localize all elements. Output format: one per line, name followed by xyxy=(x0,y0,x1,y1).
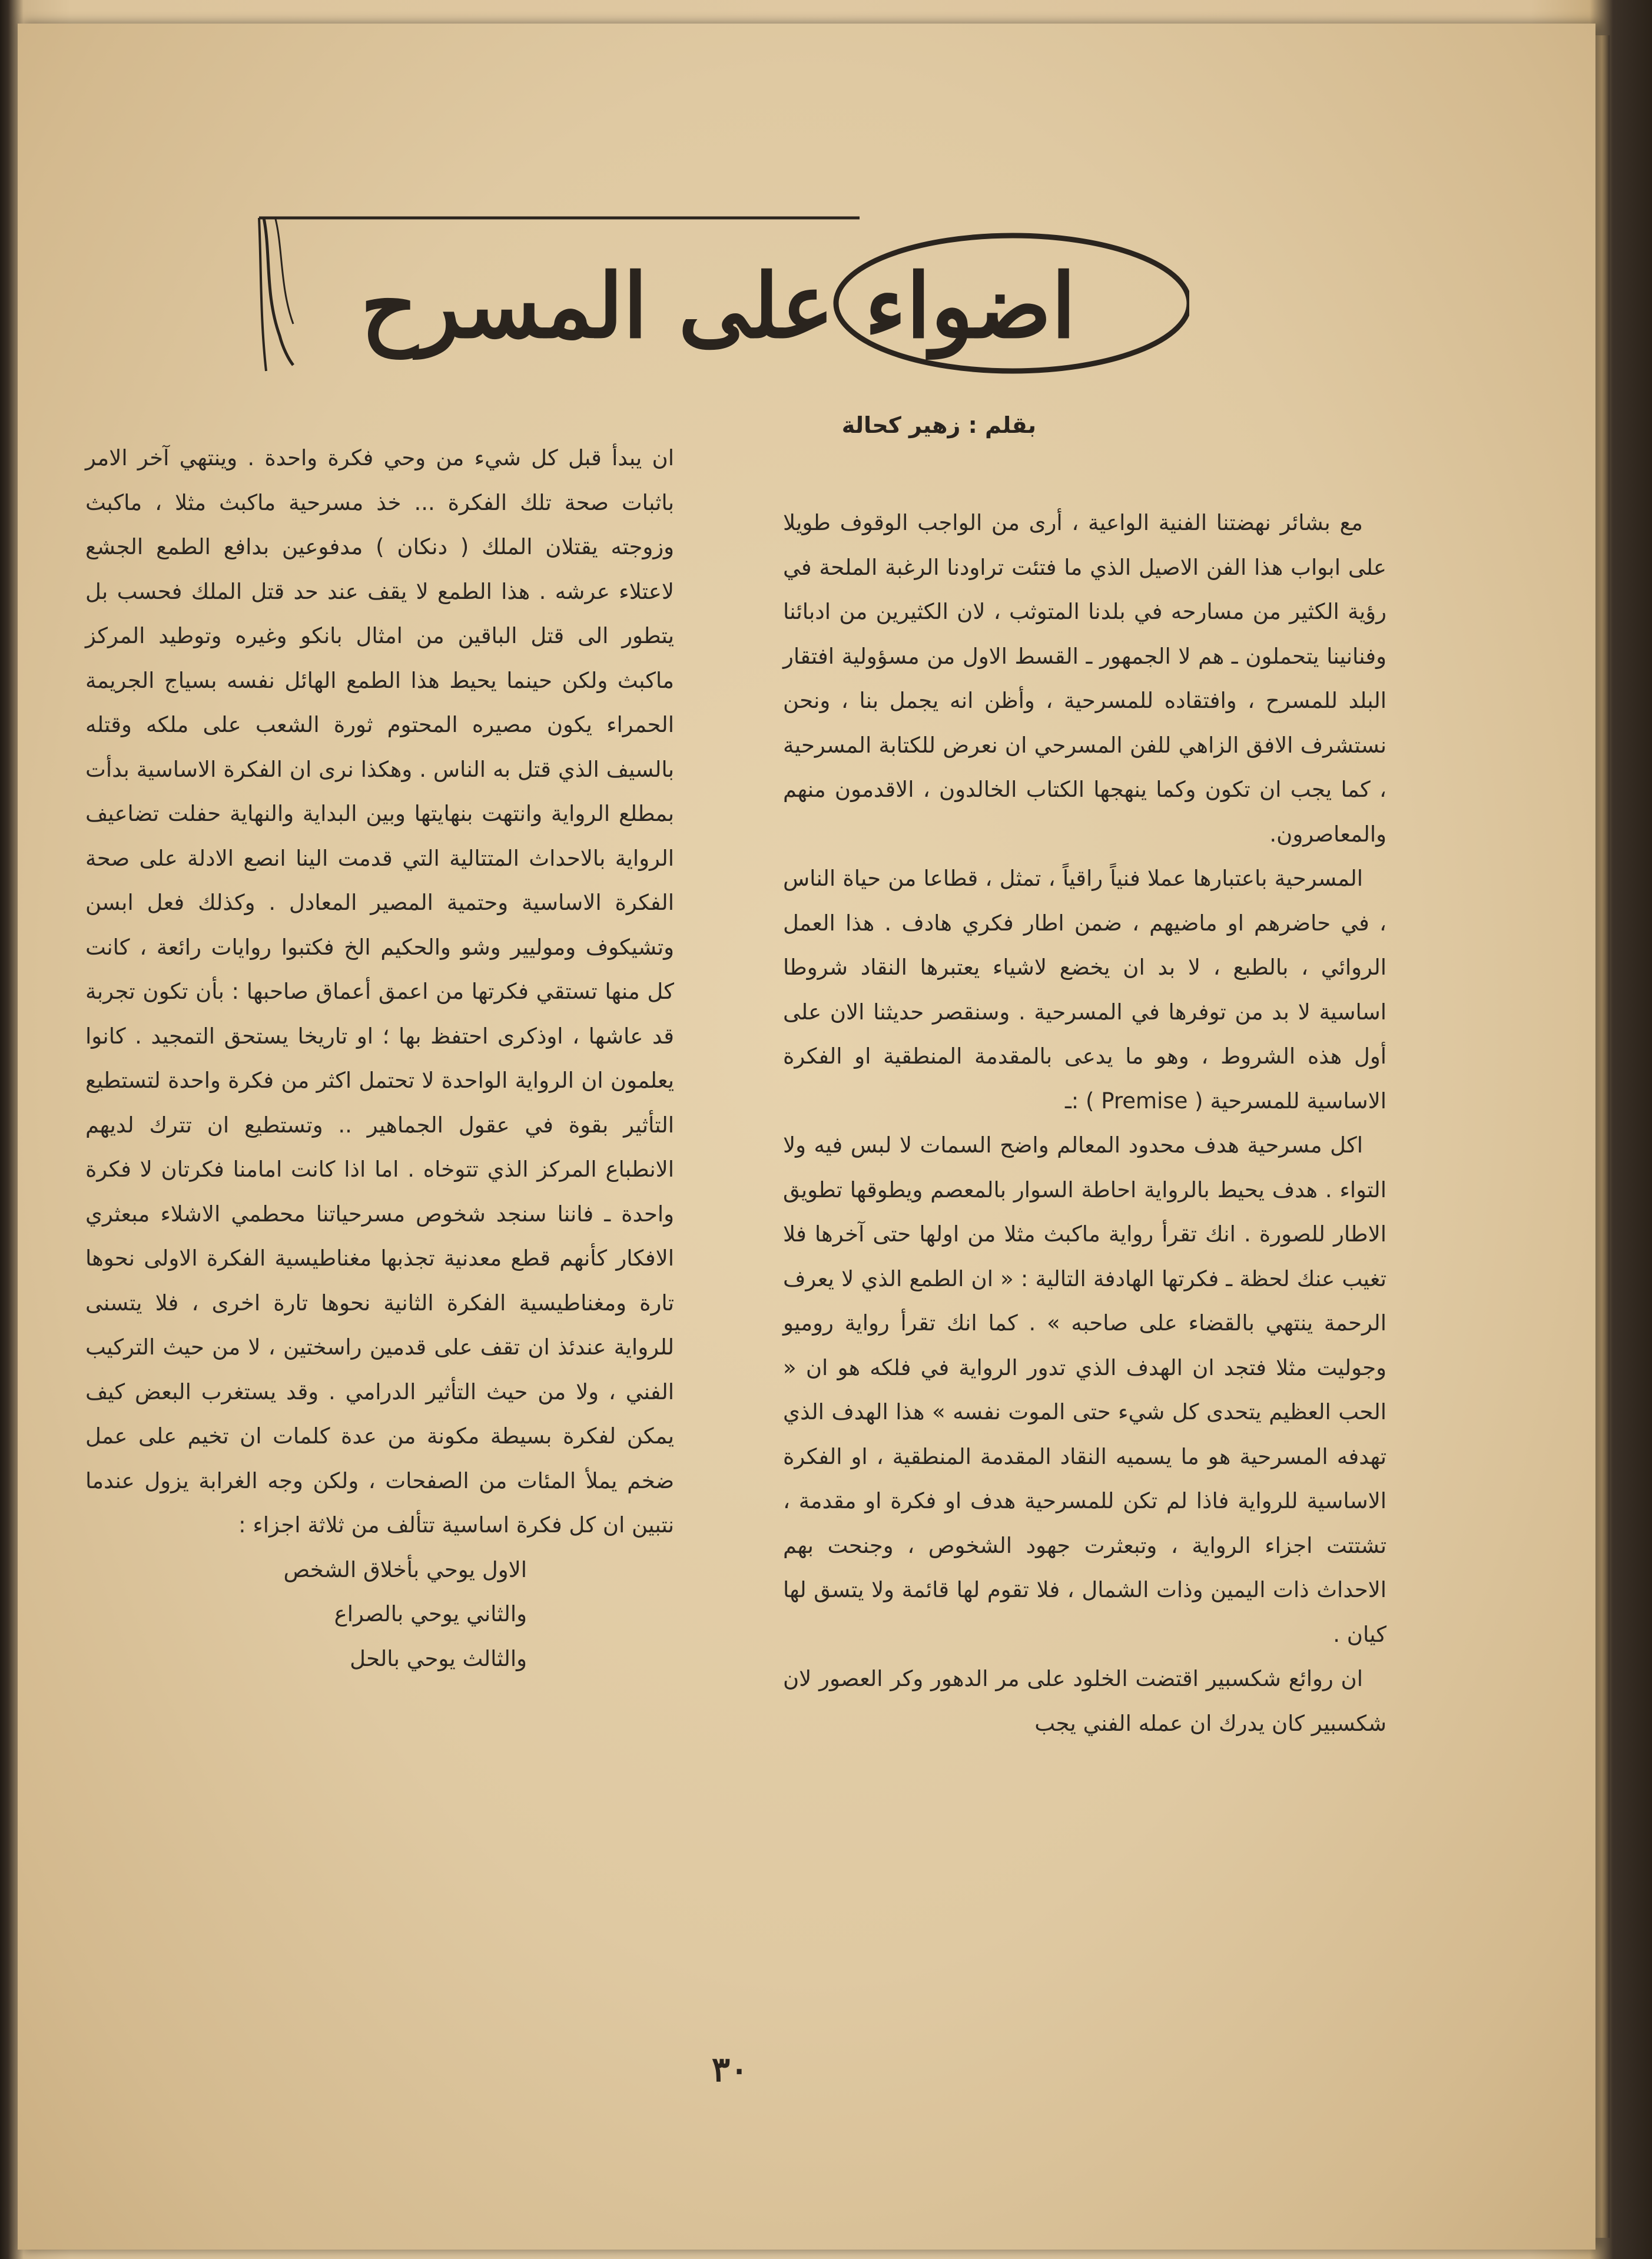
paragraph: اكل مسرحية هدف محدود المعالم واضح السمات لا لبس فيه ولا التواء . هدف يحيط بالرواية احاطة السوار بالمعصم ويطوقها تطويق الاطار للصورة . انك تقرأ رواية ماكبث مثلا من اولها حتى آخرها فلا تغيب عنك لحظة ـ فكرتها الهادفة التالية : « ان الطمع الذي لا يعرف الرحمة ينتهي بالقضاء على صاحبه » . كما انك تقرأ رواية روميو وجوليت مثلا فتجد ان الهدف الذي تدور الرواية في فلكه هو ان « الحب العظيم يتحدى كل شيء حتى الموت نفسه » هذا الهدف الذي تهدفه المسرحية هو ما يسميه النقاد المقدمة المنطقية ، او الفكرة الاساسية للرواية فاذا لم تكن للمسرحية هدف او فكرة او مقدمة ، تشتتت اجزاء الرواية ، وتبعثرت جهود الشخوص ، وجنحت بهم الاحداث ذات اليمين وذات الشمال ، فلا تقوم لها قائمة ولا يتسق لها كيان . xyxy=(783,1132,1386,1647)
article-title-block xyxy=(247,200,1189,389)
list-item: الاول يوحي بأخلاق الشخص xyxy=(283,1556,527,1582)
magazine-page xyxy=(18,24,1595,2250)
article-title: اضواء على المسرح xyxy=(360,254,1076,358)
list-item: والثالث يوحي بالحل xyxy=(350,1645,527,1671)
page-number: ٣٠ xyxy=(711,2049,749,2089)
article-byline: بقلم : زهير كحالة xyxy=(841,412,1036,438)
left-column xyxy=(85,436,674,1681)
paragraph: المسرحية باعتبارها عملا فنياً راقياً ، تمثل ، قطاعا من حياة الناس ، في حاضرهم او ماضيهم ، ضمن اطار فكري هادف . هذا العمل الروائي ، بالطبع ، لا بد ان يخضع لاشياء يعتبرها النقاد شروطا اساسية لا بد من توفرها في المسرحية . وسنقصر حديثنا الان على أول هذه الشروط ، وهو ما يدعى بالمقدمة المنطقية او الفكرة الاساسية للمسرحية ( Premise ) :ـ xyxy=(783,866,1386,1114)
paragraph: ان روائع شكسبير اقتضت الخلود على مر الدهور وكر العصور لان شكسبير كان يدرك ان عمله الفني يجب xyxy=(783,1666,1386,1736)
paragraph: ان يبدأ قبل كل شيء من وحي فكرة واحدة . وينتهي آخر الامر باثبات صحة تلك الفكرة ... خذ مسرحية ماكبث مثلا ، ماكبث وزوجته يقتلان الملك ( دنكان ) مدفوعين بدافع الطمع الجشع لاعتلاء عرشه . هذا الطمع لا يقف عند حد قتل الملك فحسب بل يتطور الى قتل الباقين من امثال بانكو وغيره وتوطيد المركز ماكبث ولكن حينما يحيط هذا الطمع الهائل نفسه بسياج الجريمة الحمراء يكون مصيره المحتوم ثورة الشعب على ملكه وقتله بالسيف الذي قتل به الناس . وهكذا نرى ان الفكرة الاساسية بدأت بمطلع الرواية وانتهت بنهايتها وبين البداية والنهاية حفلت تضاعيف الرواية بالاحداث المتتالية التي قدمت الينا انصع الادلة على صحة الفكرة الاساسية وحتمية المصير المعادل . وكذلك فعل ابسن وتشيكوف وموليير وشو والحكيم الخ فكتبوا روايات رائعة ، كانت كل منها تستقي فكرتها من اعمق أعماق صاحبها : بأن تكون تجربة قد عاشها ، اوذكرى احتفظ بها ؛ او تاريخا يستحق التمجيد . كانوا يعلمون ان الرواية الواحدة لا تحتمل اكثر من فكرة واحدة لتستطيع التأثير بقوة في عقول الجماهير .. وتستطيع ان تترك لديهم الانطباع المركز الذي تتوخاه . اما اذا كانت امامنا فكرتان لا فكرة واحدة ـ فاننا سنجد شخوص مسرحياتنا محطمي الاشلاء مبعثري الافكار كأنهم قطع معدنية تجذبها مغناطيسية الفكرة الاولى نحوها تارة ومغناطيسية الفكرة الثانية نحوها تارة اخرى ، فلا يتسنى للرواية عندئذ ان تقف على قدمين راسختين ، لا من حيث التركيب الفني ، ولا من حيث التأثير الدرامي . وقد يستغرب البعض كيف يمكن لفكرة بسيطة مكونة من عدة كلمات ان تخيم على عمل ضخم يملأ المئات من الصفحات ، ولكن وجه الغرابة يزول عندما نتبين ان كل فكرة اساسية تتألف من ثلاثة اجزاء : xyxy=(85,445,674,1538)
list-item: والثاني يوحي بالصراع xyxy=(334,1601,527,1627)
paragraph: مع بشائر نهضتنا الفنية الواعية ، أرى من الواجب الوقوف طويلا على ابواب هذا الفن الاصيل الذي ما فتئت تراودنا الرغبة الملحة في رؤية الكثير من مسارحه في بلدنا المتوثب ، لان الكثيرين من ادبائنا وفنانينا يتحملون ـ هم لا الجمهور ـ القسط الاول من مسؤولية افتقار البلد للمسرح ، وافتقاده للمسرحية ، وأظن انه يجمل بنا ، ونحن نستشرف الافق الزاهي للفن المسرحي ان نعرض للكتابة المسرحية ، كما يجب ان تكون وكما ينهجها الكتاب الخالدون ، الاقدمون منهم والمعاصرون. xyxy=(783,510,1386,847)
right-column xyxy=(783,501,1386,1745)
